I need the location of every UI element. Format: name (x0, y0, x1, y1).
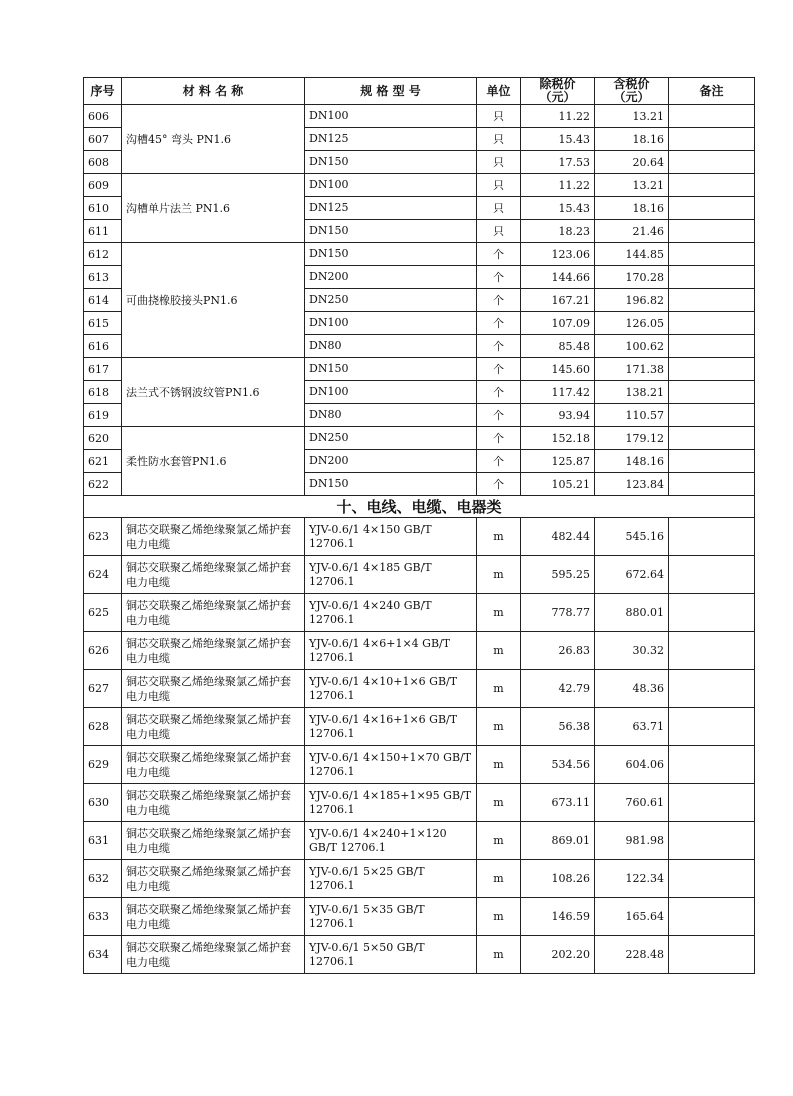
table-row (84, 174, 755, 197)
price-excl-tax: 144.66 (521, 266, 595, 289)
unit: m (477, 556, 521, 594)
note (669, 151, 755, 174)
row-number: 619 (84, 404, 122, 427)
row-number: 627 (84, 670, 122, 708)
unit: m (477, 784, 521, 822)
row-number: 634 (84, 936, 122, 974)
price-incl-tax: 138.21 (595, 381, 669, 404)
unit: 个 (477, 335, 521, 358)
header-incl-tax-price: 含税价 （元） (595, 78, 669, 105)
price-excl-tax: 107.09 (521, 312, 595, 335)
price-incl-tax: 123.84 (595, 473, 669, 496)
note (669, 860, 755, 898)
row-number: 616 (84, 335, 122, 358)
spec-model: DN100 (305, 312, 477, 335)
note (669, 243, 755, 266)
price-incl-tax: 880.01 (595, 594, 669, 632)
price-excl-tax: 15.43 (521, 197, 595, 220)
price-incl-tax: 144.85 (595, 243, 669, 266)
spec-model: DN200 (305, 450, 477, 473)
row-number: 632 (84, 860, 122, 898)
price-excl-tax: 125.87 (521, 450, 595, 473)
price-incl-tax: 228.48 (595, 936, 669, 974)
note (669, 105, 755, 128)
unit: m (477, 822, 521, 860)
material-name: 铜芯交联聚乙烯绝缘聚氯乙烯护套电力电缆 (122, 556, 305, 594)
price-excl-tax: 869.01 (521, 822, 595, 860)
note (669, 473, 755, 496)
table-row (84, 632, 755, 670)
material-name: 沟槽45° 弯头 PN1.6 (122, 105, 305, 174)
price-incl-tax: 545.16 (595, 518, 669, 556)
price-excl-tax: 93.94 (521, 404, 595, 427)
header-spec: 规 格 型 号 (305, 78, 477, 105)
material-name: 可曲挠橡胶接头PN1.6 (122, 243, 305, 358)
table-row (84, 936, 755, 974)
row-number: 606 (84, 105, 122, 128)
note (669, 266, 755, 289)
price-excl-tax: 26.83 (521, 632, 595, 670)
price-excl-tax: 152.18 (521, 427, 595, 450)
spec-model: DN100 (305, 105, 477, 128)
section-title: 十、电线、电缆、电器类 (84, 496, 755, 518)
spec-model: DN80 (305, 404, 477, 427)
material-name: 铜芯交联聚乙烯绝缘聚氯乙烯护套电力电缆 (122, 822, 305, 860)
table-row (84, 708, 755, 746)
price-excl-tax: 56.38 (521, 708, 595, 746)
header-name: 材 料 名 称 (122, 78, 305, 105)
spec-model: YJV-0.6/1 5×25 GB/T 12706.1 (305, 860, 477, 898)
row-number: 608 (84, 151, 122, 174)
unit: m (477, 518, 521, 556)
table-row (84, 670, 755, 708)
spec-model: DN125 (305, 197, 477, 220)
price-excl-tax: 202.20 (521, 936, 595, 974)
price-incl-tax: 13.21 (595, 105, 669, 128)
price-excl-tax: 11.22 (521, 174, 595, 197)
header-no: 序号 (84, 78, 122, 105)
header-row (84, 78, 755, 105)
price-excl-tax: 146.59 (521, 898, 595, 936)
price-incl-tax: 126.05 (595, 312, 669, 335)
spec-model: YJV-0.6/1 4×150+1×70 GB/T 12706.1 (305, 746, 477, 784)
unit: m (477, 746, 521, 784)
price-incl-tax: 48.36 (595, 670, 669, 708)
table-row (84, 898, 755, 936)
price-incl-tax: 122.34 (595, 860, 669, 898)
price-incl-tax: 196.82 (595, 289, 669, 312)
section-row (84, 496, 755, 518)
price-incl-tax: 179.12 (595, 427, 669, 450)
unit: m (477, 936, 521, 974)
price-incl-tax: 170.28 (595, 266, 669, 289)
material-name: 铜芯交联聚乙烯绝缘聚氯乙烯护套电力电缆 (122, 746, 305, 784)
unit: m (477, 594, 521, 632)
row-number: 624 (84, 556, 122, 594)
unit: 只 (477, 151, 521, 174)
row-number: 629 (84, 746, 122, 784)
row-number: 621 (84, 450, 122, 473)
row-number: 609 (84, 174, 122, 197)
price-incl-tax: 171.38 (595, 358, 669, 381)
price-incl-tax: 110.57 (595, 404, 669, 427)
price-incl-tax: 18.16 (595, 128, 669, 151)
unit: 只 (477, 220, 521, 243)
row-number: 617 (84, 358, 122, 381)
price-incl-tax: 148.16 (595, 450, 669, 473)
material-name: 法兰式不锈钢波纹管PN1.6 (122, 358, 305, 427)
row-number: 625 (84, 594, 122, 632)
spec-model: YJV-0.6/1 4×150 GB/T 12706.1 (305, 518, 477, 556)
unit: 只 (477, 128, 521, 151)
price-excl-tax: 123.06 (521, 243, 595, 266)
price-incl-tax: 30.32 (595, 632, 669, 670)
price-excl-tax: 18.23 (521, 220, 595, 243)
price-incl-tax: 760.61 (595, 784, 669, 822)
table-row (84, 518, 755, 556)
table-row (84, 427, 755, 450)
price-incl-tax: 672.64 (595, 556, 669, 594)
note (669, 128, 755, 151)
unit: m (477, 670, 521, 708)
price-incl-tax: 13.21 (595, 174, 669, 197)
unit: 只 (477, 105, 521, 128)
spec-model: YJV-0.6/1 4×10+1×6 GB/T 12706.1 (305, 670, 477, 708)
price-excl-tax: 17.53 (521, 151, 595, 174)
spec-model: DN250 (305, 427, 477, 450)
unit: 个 (477, 289, 521, 312)
spec-model: DN80 (305, 335, 477, 358)
price-incl-tax: 604.06 (595, 746, 669, 784)
material-name: 铜芯交联聚乙烯绝缘聚氯乙烯护套电力电缆 (122, 670, 305, 708)
spec-model: DN125 (305, 128, 477, 151)
row-number: 612 (84, 243, 122, 266)
table-row (84, 860, 755, 898)
row-number: 613 (84, 266, 122, 289)
row-number: 614 (84, 289, 122, 312)
spec-model: YJV-0.6/1 4×240 GB/T 12706.1 (305, 594, 477, 632)
unit: 个 (477, 473, 521, 496)
unit: m (477, 632, 521, 670)
table-row (84, 822, 755, 860)
table-row (84, 746, 755, 784)
note (669, 708, 755, 746)
row-number: 620 (84, 427, 122, 450)
price-excl-tax: 108.26 (521, 860, 595, 898)
header-note: 备注 (669, 78, 755, 105)
price-excl-tax: 534.56 (521, 746, 595, 784)
spec-model: YJV-0.6/1 5×35 GB/T 12706.1 (305, 898, 477, 936)
material-name: 沟槽单片法兰 PN1.6 (122, 174, 305, 243)
price-excl-tax: 85.48 (521, 335, 595, 358)
spec-model: DN200 (305, 266, 477, 289)
spec-model: YJV-0.6/1 4×185 GB/T 12706.1 (305, 556, 477, 594)
note (669, 898, 755, 936)
row-number: 618 (84, 381, 122, 404)
note (669, 556, 755, 594)
price-excl-tax: 42.79 (521, 670, 595, 708)
note (669, 381, 755, 404)
table-body (84, 105, 755, 974)
spec-model: YJV-0.6/1 4×240+1×120 GB/T 12706.1 (305, 822, 477, 860)
material-name: 铜芯交联聚乙烯绝缘聚氯乙烯护套电力电缆 (122, 784, 305, 822)
price-excl-tax: 15.43 (521, 128, 595, 151)
note (669, 784, 755, 822)
note (669, 358, 755, 381)
note (669, 594, 755, 632)
price-excl-tax: 595.25 (521, 556, 595, 594)
row-number: 631 (84, 822, 122, 860)
note (669, 312, 755, 335)
note (669, 174, 755, 197)
row-number: 626 (84, 632, 122, 670)
note (669, 632, 755, 670)
spec-model: DN150 (305, 243, 477, 266)
row-number: 607 (84, 128, 122, 151)
material-name: 铜芯交联聚乙烯绝缘聚氯乙烯护套电力电缆 (122, 594, 305, 632)
note (669, 822, 755, 860)
table-row (84, 358, 755, 381)
spec-model: DN100 (305, 381, 477, 404)
material-name: 铜芯交联聚乙烯绝缘聚氯乙烯护套电力电缆 (122, 708, 305, 746)
price-excl-tax: 673.11 (521, 784, 595, 822)
unit: 个 (477, 450, 521, 473)
note (669, 936, 755, 974)
unit: 个 (477, 427, 521, 450)
table-row (84, 556, 755, 594)
header-excl-tax-price: 除税价 （元） (521, 78, 595, 105)
spec-model: YJV-0.6/1 5×50 GB/T 12706.1 (305, 936, 477, 974)
price-excl-tax: 145.60 (521, 358, 595, 381)
unit: 只 (477, 174, 521, 197)
spec-model: YJV-0.6/1 4×16+1×6 GB/T 12706.1 (305, 708, 477, 746)
price-excl-tax: 117.42 (521, 381, 595, 404)
material-name: 铜芯交联聚乙烯绝缘聚氯乙烯护套电力电缆 (122, 898, 305, 936)
material-name: 铜芯交联聚乙烯绝缘聚氯乙烯护套电力电缆 (122, 518, 305, 556)
spec-model: DN150 (305, 473, 477, 496)
note (669, 670, 755, 708)
row-number: 610 (84, 197, 122, 220)
row-number: 611 (84, 220, 122, 243)
table-row (84, 243, 755, 266)
price-excl-tax: 105.21 (521, 473, 595, 496)
price-incl-tax: 20.64 (595, 151, 669, 174)
note (669, 197, 755, 220)
note (669, 518, 755, 556)
spec-model: DN150 (305, 220, 477, 243)
table-row (84, 105, 755, 128)
price-excl-tax: 482.44 (521, 518, 595, 556)
row-number: 630 (84, 784, 122, 822)
spec-model: DN250 (305, 289, 477, 312)
spec-model: DN150 (305, 151, 477, 174)
unit: 个 (477, 381, 521, 404)
row-number: 623 (84, 518, 122, 556)
unit: 个 (477, 404, 521, 427)
price-incl-tax: 165.64 (595, 898, 669, 936)
note (669, 450, 755, 473)
spec-model: YJV-0.6/1 4×6+1×4 GB/T 12706.1 (305, 632, 477, 670)
spec-model: DN150 (305, 358, 477, 381)
spec-model: DN100 (305, 174, 477, 197)
price-incl-tax: 63.71 (595, 708, 669, 746)
unit: 个 (477, 266, 521, 289)
table-row (84, 784, 755, 822)
price-incl-tax: 981.98 (595, 822, 669, 860)
price-incl-tax: 100.62 (595, 335, 669, 358)
unit: 个 (477, 312, 521, 335)
note (669, 220, 755, 243)
unit: 个 (477, 243, 521, 266)
price-excl-tax: 11.22 (521, 105, 595, 128)
unit: m (477, 898, 521, 936)
price-table (83, 77, 755, 974)
unit: 个 (477, 358, 521, 381)
price-excl-tax: 778.77 (521, 594, 595, 632)
header-unit: 单位 (477, 78, 521, 105)
note (669, 289, 755, 312)
note (669, 427, 755, 450)
unit: m (477, 708, 521, 746)
material-name: 柔性防水套管PN1.6 (122, 427, 305, 496)
row-number: 622 (84, 473, 122, 496)
note (669, 404, 755, 427)
material-name: 铜芯交联聚乙烯绝缘聚氯乙烯护套电力电缆 (122, 860, 305, 898)
note (669, 746, 755, 784)
row-number: 615 (84, 312, 122, 335)
unit: m (477, 860, 521, 898)
material-name: 铜芯交联聚乙烯绝缘聚氯乙烯护套电力电缆 (122, 936, 305, 974)
row-number: 633 (84, 898, 122, 936)
spec-model: YJV-0.6/1 4×185+1×95 GB/T 12706.1 (305, 784, 477, 822)
note (669, 335, 755, 358)
price-incl-tax: 18.16 (595, 197, 669, 220)
unit: 只 (477, 197, 521, 220)
material-name: 铜芯交联聚乙烯绝缘聚氯乙烯护套电力电缆 (122, 632, 305, 670)
price-excl-tax: 167.21 (521, 289, 595, 312)
price-incl-tax: 21.46 (595, 220, 669, 243)
table-row (84, 594, 755, 632)
row-number: 628 (84, 708, 122, 746)
